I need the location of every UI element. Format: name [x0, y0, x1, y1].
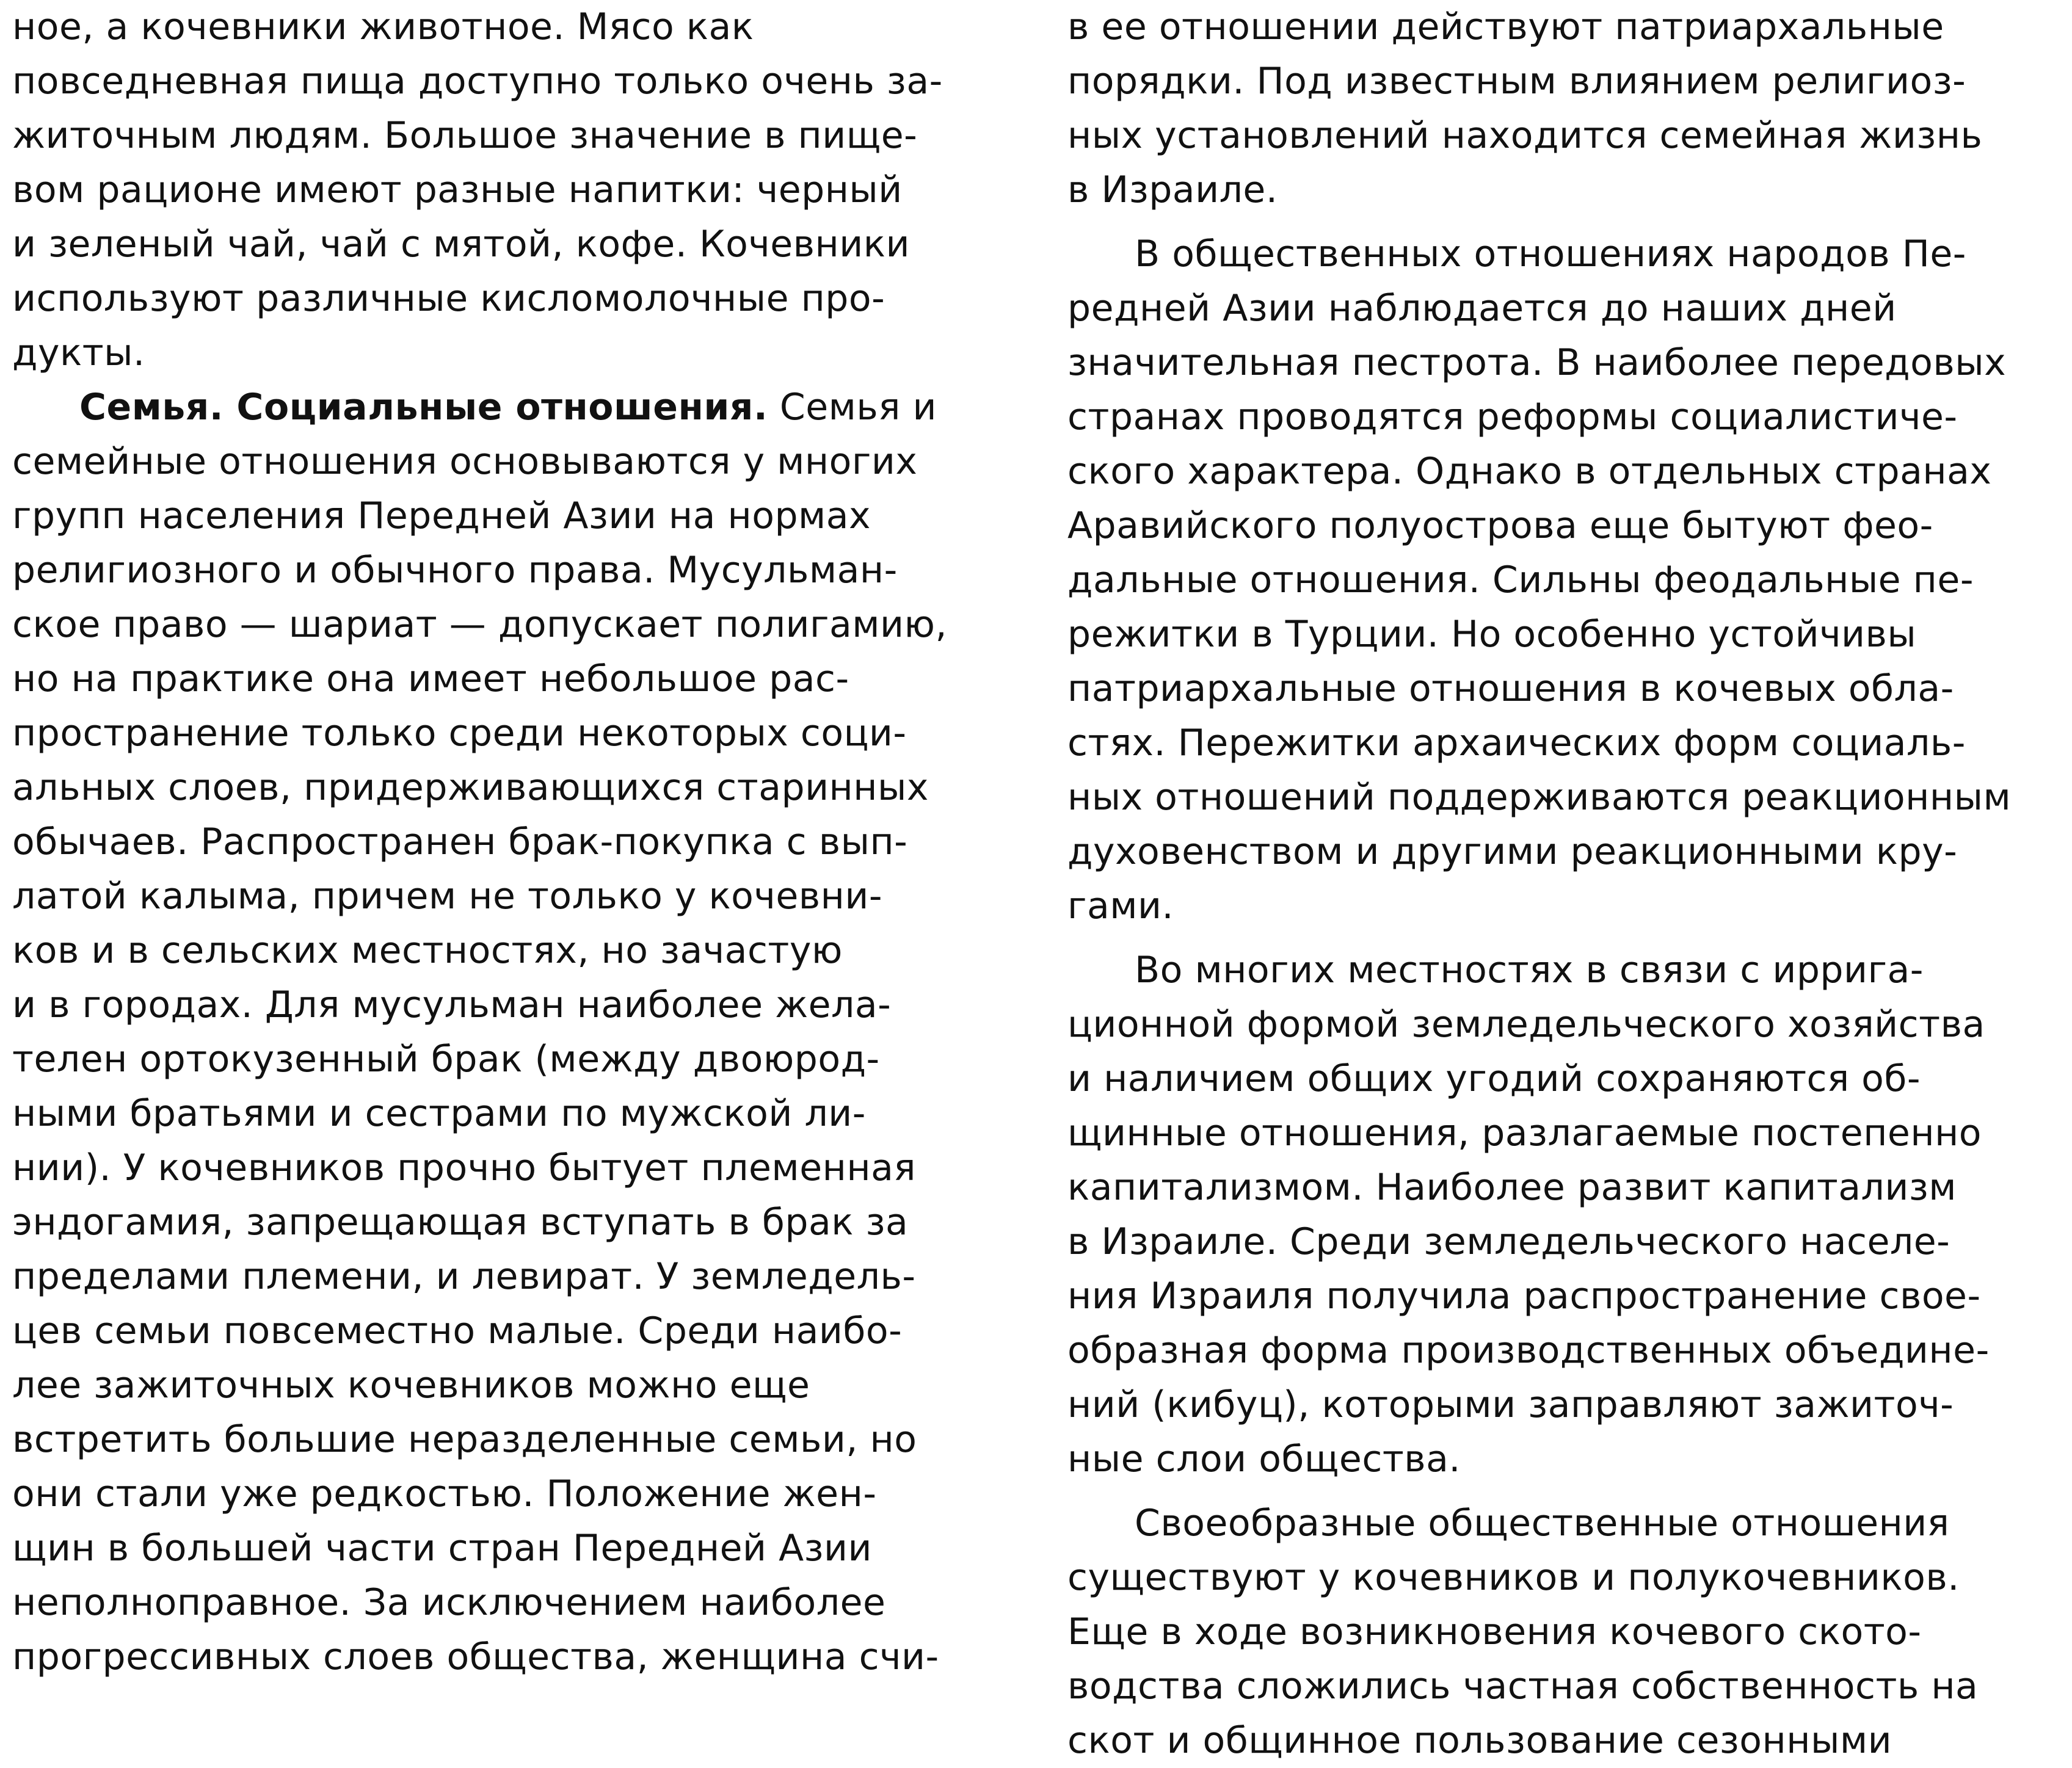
section-first-line	[12, 380, 1014, 435]
text-line: странах проводятся реформы социалистиче-	[1067, 396, 1958, 438]
text-line: они стали уже редкостью. Положение жен-	[12, 1473, 877, 1515]
text-line: Своеобразные общественные отношения	[1135, 1502, 1950, 1545]
text-line: скот и общинное пользование сезонными	[1067, 1719, 1892, 1762]
text-line: ные слои общества.	[1067, 1438, 1461, 1480]
text-line: лее зажиточных кочевников можно еще	[12, 1364, 810, 1407]
section-heading: Семья. Социальные отношения.	[79, 386, 768, 429]
text-line: пределами племени, и левират. У земледель-	[12, 1255, 916, 1298]
text-line: Аравийского полуострова еще бытуют фео-	[1067, 504, 1933, 547]
text-line: щинные отношения, разлагаемые постепенно	[1067, 1112, 1982, 1154]
text-line: дукты.	[12, 332, 145, 374]
text-line: ных установлений находится семейная жизнь	[1067, 114, 1983, 157]
text-line: стях. Пережитки архаических форм социаль-	[1067, 722, 1966, 764]
text-line: щин в большей части стран Передней Азии	[12, 1527, 873, 1570]
text-line: ное, а кочевники животное. Мясо как	[12, 5, 754, 48]
text-line: ков и в сельских местностях, но зачастую	[12, 929, 843, 972]
text-fragment: Семья и	[768, 386, 937, 429]
text-line: ний (кибуц), которыми заправляют зажиточ-	[1067, 1383, 1954, 1426]
text-line: ния Израиля получила распространение свое-	[1067, 1275, 1981, 1317]
text-line: гами.	[1067, 885, 1174, 927]
paragraph-family-continued	[1067, 0, 2063, 217]
text-line: режитки в Турции. Но особенно устойчивы	[1067, 613, 1917, 656]
text-line: образная форма производственных объедине-	[1067, 1329, 1990, 1372]
text-line: ское право — шариат — допускает полигамию,	[12, 603, 948, 646]
text-line: прогрессивных слоев общества, женщина счи-	[12, 1636, 939, 1678]
text-line: редней Азии наблюдается до наших дней	[1067, 287, 1897, 330]
text-line: в Израиле. Среди земледельческого населе-	[1067, 1220, 1950, 1263]
text-line: в Израиле.	[1067, 168, 1278, 211]
text-line: эндогамия, запрещающая вступать в брак за	[12, 1201, 909, 1244]
paragraph-communal-relations	[1067, 943, 2063, 1487]
text-line: в ее отношении действуют патриархальные	[1067, 5, 1944, 48]
text-line: житочным людям. Большое значение в пище-	[12, 114, 918, 157]
text-line: альных слоев, придерживающихся старинных	[12, 766, 929, 809]
text-line: семейные отношения основываются у многих	[12, 440, 918, 483]
text-line: духовенством и другими реакционными кру-	[1067, 830, 1958, 873]
text-line: пространение только среди некоторых соци-	[12, 712, 907, 755]
text-line: религиозного и обычного права. Мусульман-	[12, 549, 898, 592]
text-line: и наличием общих угодий сохраняются об-	[1067, 1057, 1921, 1100]
text-line: встретить большие неразделенные семьи, но	[12, 1418, 917, 1461]
text-line: вом рационе имеют разные напитки: черный	[12, 168, 903, 211]
right-column	[1067, 0, 2063, 1768]
text-line: дальные отношения. Сильны феодальные пе-	[1067, 559, 1974, 601]
text-line: повседневная пища доступно только очень за-	[12, 60, 943, 103]
text-line: ционной формой земледельческого хозяйства	[1067, 1003, 1985, 1046]
text-line: Во многих местностях в связи с ирригa-	[1135, 949, 1924, 991]
left-column	[12, 0, 1014, 1684]
text-line: групп населения Передней Азии на нормах	[12, 495, 871, 537]
text-line: телен ортокузенный брак (между двоюрод-	[12, 1038, 880, 1081]
text-line: обычаев. Распространен брак-покупка с вып-	[12, 821, 908, 863]
text-line: латой калыма, причем не только у кочевни-	[12, 875, 882, 918]
text-line: ского характера. Однако в отдельных странах	[1067, 450, 1992, 493]
text-line: ных отношений поддерживаются реакционным	[1067, 776, 2012, 819]
text-line: водства сложились частная собственность на	[1067, 1665, 1979, 1708]
text-line: значительная пестрота. В наиболее передовых	[1067, 341, 2007, 384]
family-section-paragraph	[12, 380, 1014, 1684]
text-line: и в городах. Для мусульман наиболее жела-	[12, 984, 892, 1026]
text-line: цев семьи повсеместно малые. Среди наибо-	[12, 1310, 903, 1352]
text-line: Еще в ходе возникновения кочевого ското-	[1067, 1610, 1922, 1653]
paragraph-social-relations	[1067, 227, 2063, 933]
text-line: ными братьями и сестрами по мужской ли-	[12, 1092, 866, 1135]
text-line: используют различные кисломолочные про-	[12, 277, 885, 320]
text-line: существуют у кочевников и полукочевников.	[1067, 1556, 1960, 1599]
text-line: неполноправное. За исключением наиболее	[12, 1581, 886, 1624]
intro-paragraph	[12, 0, 1014, 380]
text-line: патриархальные отношения в кочевых обла-	[1067, 667, 1954, 710]
text-line: В общественных отношениях народов Пе-	[1135, 233, 1966, 275]
text-line: но на практике она имеет небольшое рас-	[12, 658, 849, 700]
text-line: нии). У кочевников прочно бытует племенная	[12, 1147, 916, 1189]
text-line: капитализмом. Наиболее развит капитализм	[1067, 1166, 1957, 1209]
text-line: порядки. Под известным влиянием религиоз-	[1067, 60, 1966, 103]
text-line: и зеленый чай, чай с мятой, кофе. Кочевники	[12, 223, 910, 266]
paragraph-nomad-relations	[1067, 1496, 2063, 1768]
